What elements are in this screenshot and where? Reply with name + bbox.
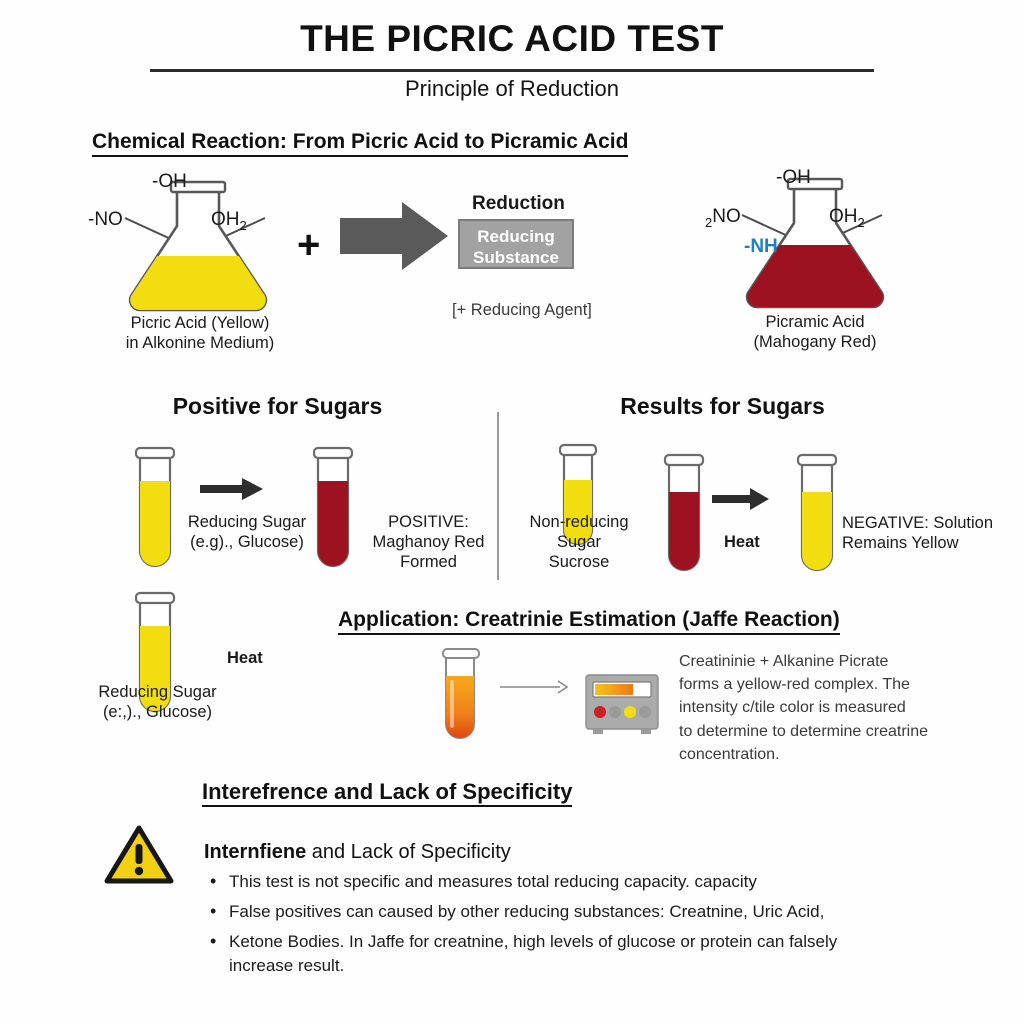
left-flask-group-right [211, 208, 247, 234]
negative-result-bold: NEGATIVE: [842, 514, 929, 532]
right-flask-group-right [829, 205, 865, 231]
test-tube-negative-yellow [795, 450, 839, 580]
non-reducing-line3: Sucrose [548, 553, 610, 572]
jaffe-desc-line1: Creatininie + Alkanine Picrate [679, 653, 889, 670]
reducing-sugar-arrow-line2: (e.g)., Glucose) [190, 533, 304, 552]
reducing-substance-line1: Reducing [477, 227, 555, 246]
title-divider [150, 69, 874, 72]
left-flask-group-left: -NO [88, 209, 123, 230]
test-tube-heat-caption [85, 682, 230, 722]
negative-result-rest: Solution [928, 514, 994, 532]
interference-heading: Interefrence and Lack of Specificity [202, 779, 572, 807]
jaffe-desc-line5: concentration. [679, 745, 780, 763]
reducing-substance-box [458, 219, 574, 269]
list-item: • False positives can caused by other reducing substances: Creatnine, Uric Acid, [204, 900, 904, 924]
right-flask-group-top: -OH [776, 167, 811, 188]
reduction-label: Reduction [472, 193, 565, 214]
reducing-substance-line2: Substance [473, 247, 559, 267]
test-tube-results-red [662, 450, 706, 580]
left-flask-caption-rest: (Yellow) [206, 314, 270, 332]
plus-sign: + [297, 223, 321, 267]
right-flask-group-left-text: NO [712, 206, 741, 227]
interference-bullet-list [204, 870, 904, 985]
reaction-section-heading-wrap [92, 130, 628, 157]
colorimeter-icon [583, 673, 661, 739]
right-flask-group-left [705, 205, 741, 231]
positive-result-line1: POSITIVE: [388, 513, 469, 531]
heat-label-left: Heat [227, 649, 263, 667]
warning-triangle-icon [104, 824, 174, 886]
sugars-section-divider [497, 412, 499, 580]
jaffe-desc-line2: forms a yellow-red complex. The [679, 676, 910, 694]
tube3-caption-line1: Reducing Sugar [98, 683, 217, 701]
application-heading-wrap [338, 608, 840, 635]
positive-sugars-heading: Positive for Sugars [172, 393, 383, 419]
list-item: • This test is not specific and measures total reducing capacity. capacity [204, 870, 904, 894]
picric-acid-flask [95, 168, 295, 313]
left-flask-group-top: -OH [152, 171, 187, 192]
left-flask-group-right-text: OH [211, 209, 240, 230]
reduction-arrow-icon [340, 200, 450, 272]
reducing-sugar-arrow-line1: Reducing Sugar [187, 513, 307, 531]
application-heading: Application: Creatrinie Estimation (Jaffe Reaction) [338, 608, 840, 635]
negative-result-label [842, 513, 1017, 553]
reaction-section-heading: Chemical Reaction: From Picric Acid to Picramic Acid [92, 130, 628, 157]
left-flask-caption [75, 313, 325, 353]
right-flask-group-right-text: OH [829, 206, 858, 227]
reducing-sugar-arrow-icon [200, 478, 264, 500]
right-flask-caption-line2: (Mahogany Red) [753, 333, 877, 352]
test-tube-reducing-sugar-yellow [133, 443, 177, 576]
interference-subheading-bold: Internfiene [204, 841, 307, 863]
left-flask-group-right-sub: 2 [239, 217, 247, 233]
reducing-agent-footnote: [+ Reducing Agent] [452, 301, 592, 319]
page-title: THE PICRIC ACID TEST [300, 18, 724, 59]
right-flask-group-left-sub: 2 [705, 214, 713, 230]
jaffe-description [679, 650, 949, 766]
interference-subheading [204, 840, 511, 864]
left-flask-caption-bold: Picric Acid [130, 314, 207, 332]
tube3-caption-line2: (e:,)., Glucose) [102, 703, 213, 722]
interference-subheading-rest: and Lack of Specificity [306, 841, 511, 863]
picramic-acid-flask [712, 165, 912, 310]
jaffe-arrow-icon [500, 678, 568, 696]
list-item: • Ketone Bodies. In Jaffe for creatnine, high levels of glucose or protein can falsely increase result. [204, 930, 904, 978]
page-subtitle: Principle of Reduction [404, 76, 619, 101]
right-flask-caption-bold: Picramic Acid [765, 313, 865, 331]
negative-result-line2: Remains Yellow [842, 534, 959, 553]
positive-result-line3: Formed [400, 553, 457, 572]
left-flask-caption-line2: in Alkonine Medium) [125, 334, 275, 353]
positive-result-label [366, 512, 491, 572]
right-flask-group-right-sub: 2 [857, 214, 865, 230]
results-sugars-heading: Results for Sugars [620, 393, 825, 419]
jaffe-test-tube [438, 644, 486, 744]
right-flask-group-nh: -NH [744, 236, 778, 257]
heat-label-right: Heat [724, 533, 760, 551]
non-reducing-sugar-caption [508, 512, 650, 572]
jaffe-desc-line4: to determine to determine creatrine [679, 722, 929, 740]
reducing-sugar-arrow-label [178, 512, 316, 552]
heat-arrow-icon [712, 488, 770, 510]
interference-heading-wrap [202, 779, 572, 807]
positive-result-line2: Maghanoy Red [372, 533, 485, 552]
non-reducing-line2: Sugar [556, 533, 602, 552]
picric-acid-liquid [115, 256, 285, 313]
right-flask-caption [690, 312, 940, 352]
non-reducing-line1: Non-reducing [529, 513, 629, 531]
jaffe-desc-line3: intensity c/tile color is measured [679, 699, 906, 717]
test-tube-positive-red [311, 443, 355, 576]
